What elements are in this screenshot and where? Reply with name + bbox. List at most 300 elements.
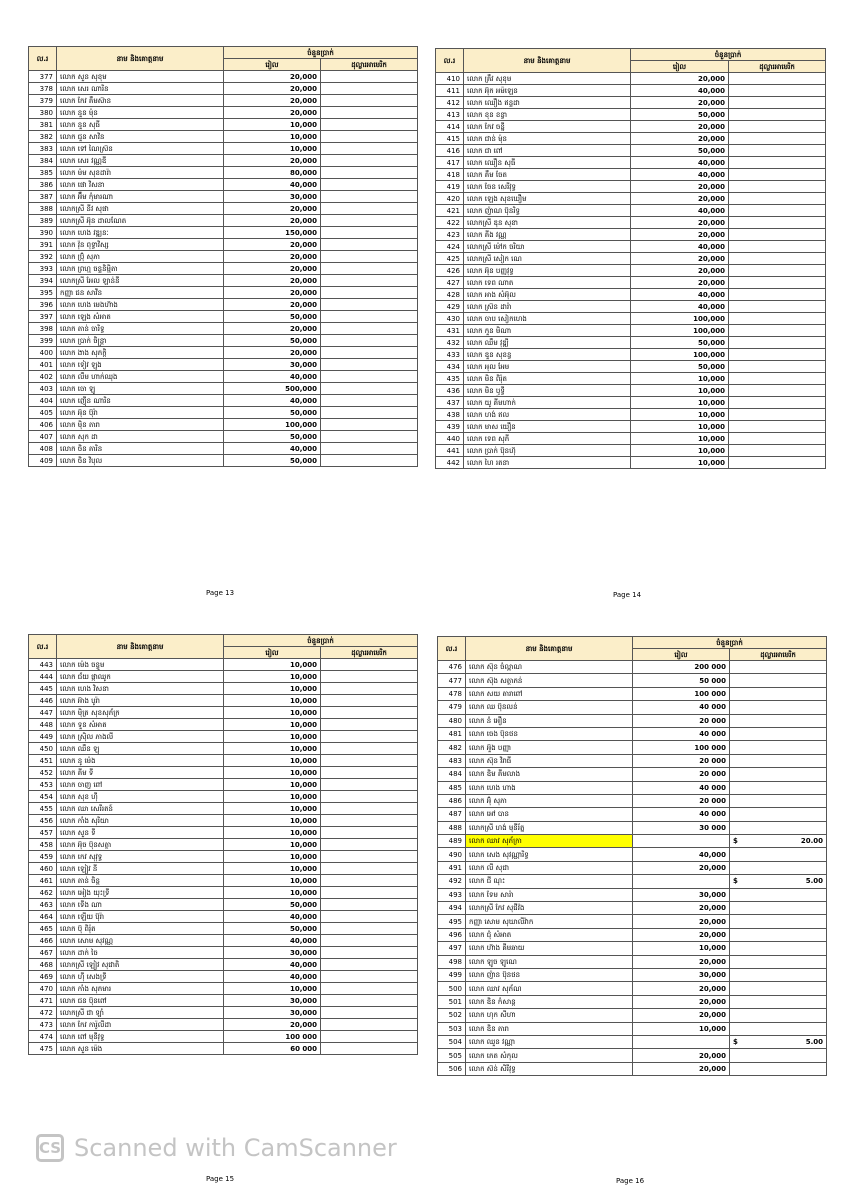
amount-riel: 100,000 bbox=[224, 419, 321, 431]
amount-usd bbox=[729, 337, 826, 349]
amount-riel: 20,000 bbox=[631, 229, 729, 241]
donor-name: លោក ម៉េង ចន្ធូម bbox=[57, 659, 224, 671]
row-number: 505 bbox=[438, 1049, 466, 1062]
amount-riel: 20,000 bbox=[224, 155, 321, 167]
donor-table bbox=[28, 634, 418, 1055]
table-row bbox=[29, 707, 418, 719]
row-number: 416 bbox=[436, 145, 464, 157]
donor-name: លោក ទេព ណាត bbox=[464, 277, 631, 289]
amount-riel: 10,000 bbox=[224, 851, 321, 863]
amount-riel: 10,000 bbox=[224, 839, 321, 851]
amount-riel: 30,000 bbox=[224, 947, 321, 959]
row-number: 378 bbox=[29, 83, 57, 95]
donor-name: លោក ជ័យ ផ្កាឈូក bbox=[57, 671, 224, 683]
row-number: 499 bbox=[438, 968, 466, 981]
donor-name: លោក វ៉ុន ពុទ្ធាវិស្ស bbox=[57, 239, 224, 251]
table-row bbox=[29, 755, 418, 767]
table-row bbox=[29, 1031, 418, 1043]
donor-name: លោក កែវ ការ៉ូលីដា bbox=[57, 1019, 224, 1031]
donor-name: លោក ហុក សីហា bbox=[466, 1009, 633, 1022]
amount-usd bbox=[321, 323, 418, 335]
donor-name: លោក អ៊ុន ប៊ុរ៉ា bbox=[57, 407, 224, 419]
table-row bbox=[436, 265, 826, 277]
donor-name: លោក ទៅ ណៃស្រ៊ន bbox=[57, 143, 224, 155]
amount-usd bbox=[321, 899, 418, 911]
row-number: 408 bbox=[29, 443, 57, 455]
amount-riel: 50,000 bbox=[631, 109, 729, 121]
row-number: 492 bbox=[438, 875, 466, 888]
amount-riel: 30,000 bbox=[633, 888, 730, 901]
donor-name: លោកស្រី ឡៀវ សុជាតិ bbox=[57, 959, 224, 971]
amount-riel: 20,000 bbox=[633, 915, 730, 928]
amount-usd bbox=[730, 1022, 827, 1035]
table-row bbox=[438, 794, 827, 807]
donor-table bbox=[437, 636, 827, 1076]
row-number: 381 bbox=[29, 119, 57, 131]
amount-riel: 20,000 bbox=[633, 1049, 730, 1062]
row-number: 405 bbox=[29, 407, 57, 419]
row-number: 427 bbox=[436, 277, 464, 289]
amount-usd bbox=[321, 143, 418, 155]
amount-usd bbox=[729, 205, 826, 217]
currency-symbol: $ bbox=[733, 877, 738, 886]
amount-usd bbox=[729, 97, 826, 109]
donor-name: លោក គីម ទី bbox=[57, 767, 224, 779]
amount-riel: 20,000 bbox=[224, 263, 321, 275]
table-row bbox=[438, 1009, 827, 1022]
row-number: 421 bbox=[436, 205, 464, 217]
table-row bbox=[436, 337, 826, 349]
col-name-header: នាម និងគោត្តនាម bbox=[57, 635, 224, 659]
col-no-header: ល.រ bbox=[29, 47, 57, 71]
donor-name: លោក ហេង វិសនា bbox=[57, 683, 224, 695]
table-row bbox=[436, 421, 826, 433]
amount-usd bbox=[321, 107, 418, 119]
amount-riel: 10,000 bbox=[224, 743, 321, 755]
amount-riel: 50,000 bbox=[224, 899, 321, 911]
amount-usd bbox=[321, 191, 418, 203]
amount-usd bbox=[730, 928, 827, 941]
amount-riel bbox=[633, 1035, 730, 1048]
amount-usd bbox=[321, 371, 418, 383]
amount-usd bbox=[321, 959, 418, 971]
donor-name: លោក មិន ពិរ៉ុត bbox=[464, 373, 631, 385]
amount-riel: 20,000 bbox=[631, 265, 729, 277]
row-number: 483 bbox=[438, 754, 466, 767]
donor-name: លោក ហង់ ឥល bbox=[464, 409, 631, 421]
donor-name: លោក ផោ វិសនា bbox=[57, 179, 224, 191]
amount-usd bbox=[729, 109, 826, 121]
donor-name: លោក មាស យឿន bbox=[464, 421, 631, 433]
row-number: 398 bbox=[29, 323, 57, 335]
amount-riel: 40,000 bbox=[631, 85, 729, 97]
donor-name: លោក ប្រ៊ុំ សុភា bbox=[57, 251, 224, 263]
amount-usd bbox=[321, 1043, 418, 1055]
row-number: 434 bbox=[436, 361, 464, 373]
amount-usd bbox=[729, 157, 826, 169]
donor-name: លោក ឈាវ សុភ័ក្រា bbox=[466, 835, 633, 848]
row-number: 461 bbox=[29, 875, 57, 887]
donor-name: លោក ហេង ហាង bbox=[466, 781, 633, 794]
amount-usd bbox=[321, 131, 418, 143]
table-row bbox=[438, 835, 827, 848]
amount-usd bbox=[730, 1049, 827, 1062]
donor-name: លោក សុក ដា bbox=[57, 431, 224, 443]
table-row bbox=[29, 695, 418, 707]
amount-usd bbox=[321, 359, 418, 371]
table-row bbox=[438, 1035, 827, 1048]
amount-riel: 10,000 bbox=[224, 731, 321, 743]
amount-riel: 30 000 bbox=[633, 821, 730, 834]
amount-usd bbox=[321, 767, 418, 779]
amount-riel: 10,000 bbox=[224, 755, 321, 767]
amount-usd bbox=[730, 968, 827, 981]
col-name-header: នាម និងគោត្តនាម bbox=[57, 47, 224, 71]
amount-usd bbox=[321, 755, 418, 767]
donor-name: លោក ឌួន សុខន្ធ bbox=[464, 349, 631, 361]
table-row bbox=[29, 959, 418, 971]
amount-usd bbox=[730, 687, 827, 700]
amount-usd bbox=[321, 863, 418, 875]
row-number: 458 bbox=[29, 839, 57, 851]
row-number: 478 bbox=[438, 687, 466, 700]
donor-name: លោក នួន សុធី bbox=[57, 119, 224, 131]
table-row bbox=[436, 277, 826, 289]
amount-usd bbox=[321, 971, 418, 983]
table-row bbox=[436, 133, 826, 145]
amount-riel: 50,000 bbox=[224, 923, 321, 935]
table-row bbox=[29, 299, 418, 311]
row-number: 484 bbox=[438, 768, 466, 781]
table-row bbox=[438, 674, 827, 687]
amount-riel: 10,000 bbox=[224, 719, 321, 731]
row-number: 388 bbox=[29, 203, 57, 215]
amount-usd bbox=[321, 695, 418, 707]
donor-table bbox=[435, 48, 826, 469]
amount-riel: 10,000 bbox=[224, 863, 321, 875]
amount-usd bbox=[729, 169, 826, 181]
amount-riel: 20,000 bbox=[224, 323, 321, 335]
amount-riel: 40,000 bbox=[224, 371, 321, 383]
amount-usd bbox=[729, 217, 826, 229]
table-row bbox=[436, 253, 826, 265]
row-number: 479 bbox=[438, 701, 466, 714]
row-number: 409 bbox=[29, 455, 57, 467]
col-no-header: ល.រ bbox=[29, 635, 57, 659]
amount-riel: 50,000 bbox=[631, 145, 729, 157]
row-number: 433 bbox=[436, 349, 464, 361]
amount-usd bbox=[729, 421, 826, 433]
row-number: 399 bbox=[29, 335, 57, 347]
amount-riel: 150,000 bbox=[224, 227, 321, 239]
row-number: 406 bbox=[29, 419, 57, 431]
donor-name: លោកស្រី អែល ឡាន់នី bbox=[57, 275, 224, 287]
table-row bbox=[438, 942, 827, 955]
amount-riel: 40,000 bbox=[224, 971, 321, 983]
amount-usd bbox=[321, 119, 418, 131]
table-row bbox=[29, 767, 418, 779]
amount-riel: 20 000 bbox=[633, 754, 730, 767]
row-number: 453 bbox=[29, 779, 57, 791]
table-row bbox=[438, 1062, 827, 1075]
table-row bbox=[436, 301, 826, 313]
page-16 bbox=[437, 636, 826, 1076]
table-row bbox=[29, 227, 418, 239]
row-number: 489 bbox=[438, 835, 466, 848]
donor-name: លោក ម៉ម សុខដារ៉ា bbox=[57, 167, 224, 179]
amount-usd bbox=[729, 241, 826, 253]
row-number: 450 bbox=[29, 743, 57, 755]
amount-usd bbox=[321, 71, 418, 83]
amount-usd bbox=[321, 179, 418, 191]
amount-riel: 20,000 bbox=[631, 181, 729, 193]
row-number: 420 bbox=[436, 193, 464, 205]
donor-name: លោក ចែន សេរីវុទ្ធ bbox=[464, 181, 631, 193]
amount-riel: 20,000 bbox=[224, 215, 321, 227]
amount-usd bbox=[730, 701, 827, 714]
row-number: 493 bbox=[438, 888, 466, 901]
amount-usd bbox=[321, 923, 418, 935]
amount-riel: 10,000 bbox=[224, 143, 321, 155]
row-number: 474 bbox=[29, 1031, 57, 1043]
donor-name: លោក ស៊ុន ចំល្អាណ bbox=[466, 661, 633, 674]
row-number: 477 bbox=[438, 674, 466, 687]
amount-riel: 20,000 bbox=[224, 239, 321, 251]
table-row bbox=[29, 875, 418, 887]
amount-usd bbox=[730, 915, 827, 928]
table-row bbox=[29, 215, 418, 227]
amount-riel: 20,000 bbox=[631, 217, 729, 229]
table-row bbox=[436, 457, 826, 469]
table-row bbox=[29, 263, 418, 275]
row-number: 396 bbox=[29, 299, 57, 311]
amount-riel: 40,000 bbox=[224, 959, 321, 971]
table-row bbox=[29, 899, 418, 911]
donor-name: លោក សោម សុវណ្ណ bbox=[57, 935, 224, 947]
row-number: 392 bbox=[29, 251, 57, 263]
amount-riel: 10,000 bbox=[224, 119, 321, 131]
table-row bbox=[29, 731, 418, 743]
amount-riel: 20,000 bbox=[224, 275, 321, 287]
amount-usd bbox=[730, 835, 827, 848]
page-number: Page 15 bbox=[205, 1175, 235, 1183]
amount-usd bbox=[321, 83, 418, 95]
amount-riel: 30,000 bbox=[224, 191, 321, 203]
table-row bbox=[29, 143, 418, 155]
amount-riel: 30,000 bbox=[224, 359, 321, 371]
amount-usd bbox=[321, 839, 418, 851]
row-number: 407 bbox=[29, 431, 57, 443]
donor-name: លោក អ៊ុច ប៊ុនសត្ថា bbox=[57, 839, 224, 851]
row-number: 470 bbox=[29, 983, 57, 995]
row-number: 390 bbox=[29, 227, 57, 239]
table-row bbox=[438, 768, 827, 781]
row-number: 400 bbox=[29, 347, 57, 359]
amount-usd bbox=[321, 827, 418, 839]
row-number: 485 bbox=[438, 781, 466, 794]
donor-name: លោក ឌិន តារា bbox=[466, 1022, 633, 1035]
amount-riel: 500,000 bbox=[224, 383, 321, 395]
donor-name: លោក អាង សំអ៊ុល bbox=[464, 289, 631, 301]
donor-name: លោក ព្រហ្ម ចន្ទនិម្មិតា bbox=[57, 263, 224, 275]
amount-usd bbox=[321, 743, 418, 755]
table-row bbox=[29, 191, 418, 203]
amount-riel: 40 000 bbox=[633, 808, 730, 821]
row-number: 445 bbox=[29, 683, 57, 695]
table-row bbox=[29, 851, 418, 863]
donor-name: លោក យូ គីមហាក់ bbox=[464, 397, 631, 409]
currency-symbol: $ bbox=[733, 1038, 738, 1047]
amount-riel: 10,000 bbox=[224, 887, 321, 899]
amount-riel: 100 000 bbox=[633, 741, 730, 754]
row-number: 414 bbox=[436, 121, 464, 133]
camscanner-logo-icon: CS bbox=[36, 1134, 64, 1162]
amount-usd bbox=[321, 779, 418, 791]
donor-name: លោក កាំង សុរិយា bbox=[57, 815, 224, 827]
row-number: 391 bbox=[29, 239, 57, 251]
row-number: 502 bbox=[438, 1009, 466, 1022]
donor-name: លោកស្រី ម៉ៅក ចរិយា bbox=[464, 241, 631, 253]
row-number: 475 bbox=[29, 1043, 57, 1055]
table-row bbox=[436, 241, 826, 253]
donor-name: លោក ទេព សុភី bbox=[464, 433, 631, 445]
amount-riel: 40,000 bbox=[224, 395, 321, 407]
table-row bbox=[436, 445, 826, 457]
donor-name: លោក សេរ ណារិន bbox=[57, 83, 224, 95]
row-number: 402 bbox=[29, 371, 57, 383]
donor-name: លោក ហៃ រតនា bbox=[464, 457, 631, 469]
amount-riel: 10,000 bbox=[631, 433, 729, 445]
table-row bbox=[438, 968, 827, 981]
donor-name: លោកស្រី កែវ សុជីវ៉ង bbox=[466, 902, 633, 915]
amount-usd bbox=[729, 289, 826, 301]
amount-usd bbox=[321, 1019, 418, 1031]
table-row bbox=[436, 181, 826, 193]
amount-usd bbox=[730, 754, 827, 767]
table-row bbox=[29, 971, 418, 983]
amount-usd bbox=[321, 659, 418, 671]
amount-usd bbox=[321, 791, 418, 803]
amount-riel: 20,000 bbox=[224, 299, 321, 311]
amount-riel: 20,000 bbox=[224, 287, 321, 299]
page-15 bbox=[28, 634, 417, 1055]
amount-riel: 200 000 bbox=[633, 661, 730, 674]
donor-name: លោក ឈឹម វុឌ្ឍី bbox=[464, 337, 631, 349]
table-row bbox=[29, 107, 418, 119]
donor-name: លោក ស៊ុង សត្ថាភន់ bbox=[466, 674, 633, 687]
amount-usd bbox=[321, 239, 418, 251]
row-number: 393 bbox=[29, 263, 57, 275]
donor-name: លោក ជន ប៊ុនពៅ bbox=[57, 995, 224, 1007]
donor-name: លោក គឹម ចែត bbox=[464, 169, 631, 181]
table-row bbox=[29, 455, 418, 467]
row-number: 431 bbox=[436, 325, 464, 337]
table-row bbox=[29, 839, 418, 851]
donor-name: លោក ឡេង សំអាត bbox=[57, 311, 224, 323]
amount-riel: 10,000 bbox=[633, 1022, 730, 1035]
amount-usd bbox=[729, 409, 826, 421]
donor-name: លោកស្រី ហង់ មុនីរ័ត្ន bbox=[466, 821, 633, 834]
table-row bbox=[438, 928, 827, 941]
row-number: 380 bbox=[29, 107, 57, 119]
row-number: 494 bbox=[438, 902, 466, 915]
row-number: 413 bbox=[436, 109, 464, 121]
amount-riel: 50,000 bbox=[224, 311, 321, 323]
amount-usd bbox=[321, 719, 418, 731]
row-number: 425 bbox=[436, 253, 464, 265]
amount-usd bbox=[321, 431, 418, 443]
row-number: 442 bbox=[436, 457, 464, 469]
amount-usd bbox=[321, 683, 418, 695]
donor-name: លោក ចិន គារិន bbox=[57, 443, 224, 455]
amount-usd bbox=[730, 794, 827, 807]
amount-riel: 20 000 bbox=[633, 768, 730, 781]
amount-riel: 50,000 bbox=[631, 361, 729, 373]
donor-name: លោក សុខ ហ៊ី bbox=[57, 791, 224, 803]
donor-name: លោក ឈ ប៊ុនលន់ bbox=[466, 701, 633, 714]
table-row bbox=[29, 1019, 418, 1031]
donor-name: កញ្ញា ជន សាវីន bbox=[57, 287, 224, 299]
table-row bbox=[438, 714, 827, 727]
currency-symbol: $ bbox=[733, 837, 738, 846]
donor-name: លោក អ៊ាង បូរ៉ា bbox=[57, 695, 224, 707]
table-row bbox=[29, 659, 418, 671]
amount-riel bbox=[633, 875, 730, 888]
amount-usd bbox=[730, 741, 827, 754]
amount-usd bbox=[730, 781, 827, 794]
donor-name: លោកស្រី ឌុន សុខា bbox=[464, 217, 631, 229]
table-row bbox=[29, 431, 418, 443]
amount-usd bbox=[729, 397, 826, 409]
donor-name: លោក កែវ គឹមស៊ាន bbox=[57, 95, 224, 107]
table-row bbox=[29, 383, 418, 395]
table-row bbox=[29, 887, 418, 899]
table-row bbox=[436, 73, 826, 85]
amount-riel: 100,000 bbox=[631, 313, 729, 325]
table-row bbox=[438, 687, 827, 700]
row-number: 429 bbox=[436, 301, 464, 313]
amount-usd bbox=[730, 808, 827, 821]
amount-riel: 100,000 bbox=[631, 325, 729, 337]
table-row bbox=[436, 109, 826, 121]
table-row bbox=[29, 1043, 418, 1055]
table-row bbox=[29, 803, 418, 815]
table-row bbox=[436, 289, 826, 301]
donor-name: លោក លឹម ហាក់ឈុង bbox=[57, 371, 224, 383]
row-number: 481 bbox=[438, 727, 466, 740]
row-number: 410 bbox=[436, 73, 464, 85]
row-number: 452 bbox=[29, 767, 57, 779]
col-name-header: នាម និងគោត្តនាម bbox=[464, 49, 631, 73]
donor-name: លោកស្រី ជា ឡាំ bbox=[57, 1007, 224, 1019]
donor-name: លោក ឡេង សុខឃឿម bbox=[464, 193, 631, 205]
row-number: 454 bbox=[29, 791, 57, 803]
row-number: 501 bbox=[438, 995, 466, 1008]
table-row bbox=[438, 754, 827, 767]
col-amount-header: ចំនួនប្រាក់ bbox=[631, 49, 826, 61]
table-row bbox=[29, 83, 418, 95]
donor-name: លោក ញ៉ើន ណារិន bbox=[57, 395, 224, 407]
donor-name: លោក ឈួន វណ្ណា bbox=[466, 1035, 633, 1048]
amount-riel: 40,000 bbox=[631, 157, 729, 169]
amount-usd bbox=[321, 155, 418, 167]
donor-name: លោក ហ៊ី សេងទ្រី bbox=[57, 971, 224, 983]
amount-riel: 10,000 bbox=[224, 671, 321, 683]
amount-usd bbox=[321, 287, 418, 299]
row-number: 473 bbox=[29, 1019, 57, 1031]
table-row bbox=[438, 701, 827, 714]
amount-usd bbox=[321, 419, 418, 431]
